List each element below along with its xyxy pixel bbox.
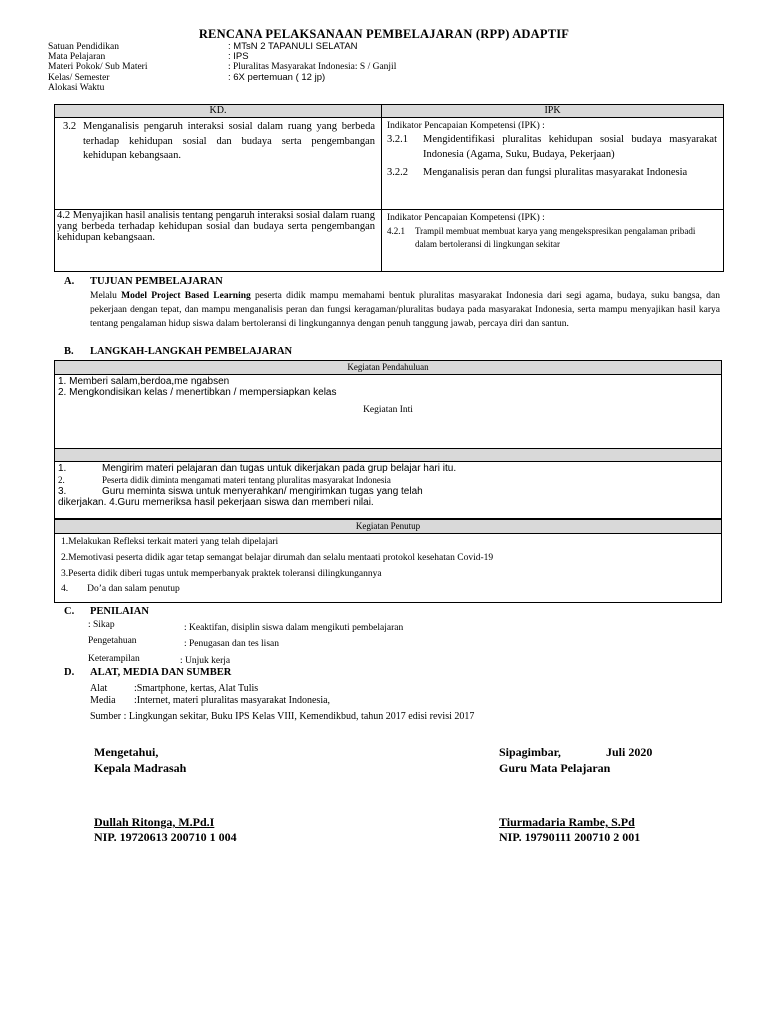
- identity-row: [48, 83, 228, 93]
- kd-header: KD.: [55, 105, 382, 118]
- section-letter: C.: [64, 606, 75, 617]
- inti-item: [58, 486, 423, 497]
- ipk-number: 3.2.1: [387, 134, 408, 145]
- inti-text: Guru meminta siswa untuk menyerahkan/ mengirimkan tugas yang telah: [102, 486, 423, 497]
- penilaian-value: : Keaktifan, disiplin siswa dalam mengikuti pembelajaran: [184, 623, 404, 633]
- identity-value: : Pluralitas Masyarakat Indonesia: S / Ganjil: [228, 62, 397, 72]
- inti-item: [58, 475, 391, 485]
- headmaster-name: Dullah Ritonga, M.Pd.I: [94, 815, 215, 829]
- ipk-header: IPK: [382, 105, 724, 118]
- tujuan-text: peserta didik mampu memahami bentuk pluralitas masyarakat Indonesia dari segi agama, budaya, suku bangsa, dan pekerjaan dengan tepat, dan mampu menganalisis peran dan fungsi keragaman/pluralitas budaya pada masyarakat Indonesia, serta mampu menyajikan hasil karya tentang pengalaman hidup siswa dalam bertoleransi di lingkungannya dengan penuh tanggung jawab, percaya diri dan santun.: [90, 291, 720, 329]
- ipk-item: [387, 225, 717, 251]
- inti-text: Mengirim materi pelajaran dan tugas untuk dikerjakan pada grup belajar hari itu.: [102, 463, 457, 474]
- alat-label: Alat: [90, 683, 108, 694]
- left-sign-line2: Kepala Madrasah: [94, 761, 187, 775]
- pendahuluan-header: Kegiatan Pendahuluan: [54, 360, 722, 375]
- section-c-heading: [64, 606, 149, 617]
- inti-gray-bar: [54, 448, 722, 462]
- penutup-item: 3.Peserta didik diberi tugas untuk memperbanyak praktek toleransi dilingkungannya: [61, 569, 382, 579]
- ipk-item: [387, 133, 717, 162]
- media-label: Media: [90, 695, 116, 706]
- identity-label: Kelas/ Semester: [48, 73, 110, 83]
- section-d-heading: [64, 667, 231, 678]
- pendahuluan-item: 1. Memberi salam,berdoa,me ngabsen: [58, 376, 230, 387]
- ipk-text: Trampil membuat membuat karya yang mengekspresikan pengalaman pribadi dalam bertoleransi di lingkungan sekitar: [415, 226, 696, 249]
- kd-ipk-table: [54, 104, 724, 272]
- identity-label: Mata Pelajaran: [48, 52, 106, 62]
- inti-item: dikerjakan. 4.Guru memeriksa hasil pekerjaan siswa dan memberi nilai.: [58, 497, 374, 508]
- alat-value: :Smartphone, kertas, Alat Tulis: [134, 683, 259, 694]
- kd-text: 4.2 Menyajikan hasil analisis tentang pengaruh interaksi sosial dalam ruang yang berbeda terhadap kehidupan sosial dan budaya serta pengembangan kehidupan kebangsaan.: [57, 210, 375, 243]
- sumber-row: Sumber : Lingkungan sekitar, Buku IPS Kelas VIII, Kemendikbud, tahun 2017 edisi revisi 2017: [90, 711, 475, 722]
- penilaian-label: : Sikap: [88, 620, 115, 630]
- identity-label: Satuan Pendidikan: [48, 42, 119, 52]
- section-title: PENILAIAN: [90, 606, 149, 617]
- kd-cell: [55, 210, 382, 272]
- ipk-text: Menganalisis peran dan fungsi pluralitas masyarakat Indonesia: [423, 167, 688, 178]
- model-name: Model Project Based Learning: [121, 291, 251, 301]
- inti-number: 3.: [58, 486, 67, 497]
- kd-cell: [55, 118, 382, 210]
- left-sign-line1: Mengetahui,: [94, 745, 159, 759]
- sign-place: Sipagimbar,: [499, 745, 561, 759]
- right-sign-line2: Guru Mata Pelajaran: [499, 761, 611, 775]
- pendahuluan-item: 2. Mengkondisikan kelas / menertibkan / mempersiapkan kelas: [58, 387, 337, 398]
- inti-title: Kegiatan Inti: [363, 405, 413, 415]
- ipk-number: 3.2.2: [387, 167, 408, 178]
- penilaian-value: : Unjuk kerja: [180, 656, 231, 666]
- penutup-item: 4. Do’a dan salam penutup: [61, 584, 180, 594]
- section-title: ALAT, MEDIA DAN SUMBER: [90, 667, 232, 678]
- identity-value: : 6X pertemuan ( 12 jp): [228, 72, 326, 83]
- ipk-title: Indikator Pencapaian Kompetensi (IPK) :: [387, 213, 545, 223]
- ipk-cell: [382, 118, 724, 210]
- ipk-number: 4.2.1: [387, 226, 405, 236]
- inti-item: [58, 463, 456, 474]
- inti-number: 2.: [58, 475, 65, 485]
- kd-item: [55, 118, 381, 164]
- sign-date: Juli 2020: [606, 745, 653, 759]
- penutup-item: 2.Memotivasi peserta didik agar tetap semangat belajar dirumah dan selalu mentaati protokol kesehatan Covid-19: [61, 553, 494, 563]
- ipk-cell: [382, 210, 724, 272]
- identity-row: [48, 62, 396, 72]
- document-title: RENCANA PELAKSANAAN PEMBELAJARAN (RPP) ADAPTIF: [198, 27, 570, 41]
- ipk-title: Indikator Pencapaian Kompetensi (IPK) :: [387, 121, 545, 131]
- section-letter: B.: [64, 346, 74, 357]
- identity-value: : MTsN 2 TAPANULI SELATAN: [228, 41, 358, 52]
- pendahuluan-box: [54, 375, 722, 449]
- penutup-box: [54, 534, 722, 603]
- kd-text: Menganalisis pengaruh interaksi sosial dalam ruang yang berbeda terhadap kehidupan sosial dan budaya serta pengembangan kehidupan kebangsaan.: [83, 121, 375, 161]
- headmaster-nip: NIP. 19720613 200710 1 004: [94, 830, 237, 844]
- identity-label: Materi Pokok/ Sub Materi: [48, 62, 148, 72]
- teacher-nip: NIP. 19790111 200710 2 001: [499, 830, 641, 844]
- alat-row: [90, 683, 258, 694]
- identity-row: [48, 42, 358, 52]
- section-title: LANGKAH-LANGKAH PEMBELAJARAN: [90, 346, 293, 357]
- section-b-heading: [64, 346, 292, 357]
- kd-number: 3.2: [63, 121, 77, 132]
- inti-text: Peserta didik diminta mengamati materi tentang pluralitas masyarakat Indonesia: [102, 475, 391, 485]
- section-a-heading: [64, 276, 223, 287]
- teacher-name: Tiurmadaria Rambe, S.Pd: [499, 815, 635, 829]
- penutup-item: 1.Melakukan Refleksi terkait materi yang telah dipelajari: [61, 537, 279, 547]
- penilaian-value: : Penugasan dan tes lisan: [184, 639, 279, 649]
- penutup-header: Kegiatan Penutup: [54, 519, 722, 534]
- identity-value: : IPS: [228, 51, 249, 62]
- identity-row: [48, 73, 325, 83]
- inti-number: 1.: [58, 463, 67, 474]
- identity-label: Alokasi Waktu: [48, 83, 105, 93]
- section-letter: D.: [64, 667, 75, 678]
- tujuan-paragraph: [90, 289, 720, 331]
- section-title: TUJUAN PEMBELAJARAN: [90, 276, 223, 287]
- identity-row: [48, 52, 249, 62]
- penilaian-label: Keterampilan: [88, 654, 140, 664]
- media-row: [90, 695, 330, 706]
- media-value: :Internet, materi pluralitas masyarakat Indonesia,: [134, 695, 331, 706]
- tujuan-intro: Melalu: [90, 291, 122, 301]
- section-letter: A.: [64, 276, 75, 287]
- penilaian-label: Pengetahuan: [88, 636, 137, 646]
- ipk-item: [387, 166, 717, 181]
- ipk-text: Mengidentifikasi pluralitas kehidupan sosial budaya masyarakat Indonesia (Agama, Suku, Budaya, Pekerjaan): [423, 134, 717, 160]
- inti-box: [54, 462, 722, 519]
